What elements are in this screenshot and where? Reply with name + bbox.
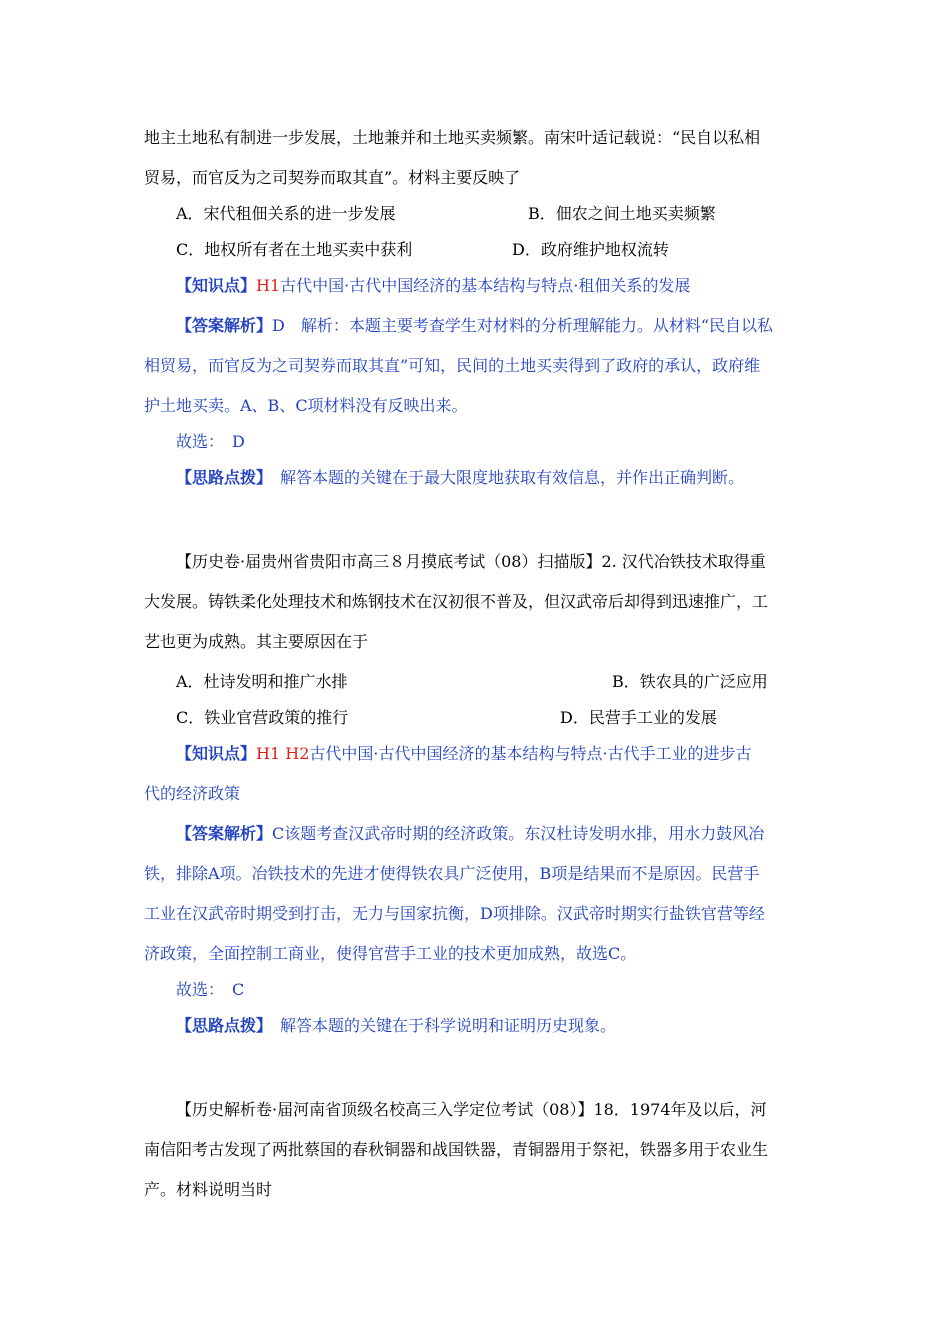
q2-analysis-line-1 (176, 824, 764, 844)
q2-analysis-line-2: 铁，排除A项。冶铁技术的先进才使得铁农具广泛使用，B项是结果而不是原因。民营手 (144, 864, 760, 883)
tip-tag: 【思路点拨】 (176, 468, 265, 487)
q1-tip (176, 468, 744, 488)
q3-stem-line-2: 南信阳考古发现了两批蔡国的春秋铜器和战国铁器，青铜器用于祭祀，铁器多用于农业生 (144, 1140, 769, 1159)
knowledge-code: H1 (256, 276, 281, 295)
analysis-tag: 【答案解析】 (176, 824, 273, 843)
q1-answer: 故选： D (176, 432, 245, 451)
q1-option-d: D．政府维护地权流转 (512, 240, 669, 259)
q1-knowledge-point (176, 276, 690, 296)
analysis-text: D 解析：本题主要考查学生对材料的分析理解能力。从材料“民自以私 (272, 316, 774, 335)
q2-tip (176, 1016, 616, 1036)
tip-text: 解答本题的关键在于最大限度地获取有效信息，并作出正确判断。 (264, 468, 745, 487)
q2-stem-line-2: 大发展。铸铁柔化处理技术和炼钢技术在汉初很不普及，但汉武帝后却得到迅速推广，工 (144, 592, 769, 611)
q2-option-d: D．民营手工业的发展 (560, 708, 717, 727)
knowledge-text: 古代中国·古代中国经济的基本结构与特点·租佃关系的发展 (280, 276, 691, 295)
q2-answer: 故选： C (176, 980, 245, 999)
q3-stem-line-3: 产。材料说明当时 (144, 1180, 273, 1199)
tip-text: 解答本题的关键在于科学说明和证明历史现象。 (264, 1016, 617, 1035)
q2-analysis-line-3: 工业在汉武帝时期受到打击，无力与国家抗衡，D项排除。汉武帝时期实行盐铁官营等经 (144, 904, 765, 923)
analysis-tag: 【答案解析】 (176, 316, 273, 335)
knowledge-code: H1 H2 (256, 744, 310, 763)
q1-analysis-line-1 (176, 316, 773, 336)
q1-option-a: A．宋代租佃关系的进一步发展 (176, 204, 396, 223)
q1-stem-line-1: 地主土地私有制进一步发展，土地兼并和土地买卖频繁。南宋叶适记载说：“民自以私相 (144, 128, 761, 147)
q2-option-c: C．铁业官营政策的推行 (176, 708, 349, 727)
q2-knowledge-point (176, 744, 752, 764)
q2-analysis-line-4: 济政策，全面控制工商业，使得官营手工业的技术更加成熟，故选C。 (144, 944, 637, 963)
knowledge-text: 古代中国·古代中国经济的基本结构与特点·古代手工业的进步古 (309, 744, 752, 763)
q1-option-c: C．地权所有者在土地买卖中获利 (176, 240, 413, 259)
q1-option-b: B．佃农之间土地买卖频繁 (528, 204, 716, 223)
q2-stem-line-1: 【历史卷·届贵州省贵阳市高三８月摸底考试（08）扫描版】2. 汉代冶铁技术取得重 (176, 552, 766, 571)
analysis-text: C该题考查汉武帝时期的经济政策。东汉杜诗发明水排，用水力鼓风冶 (272, 824, 765, 843)
q3-stem-line-1: 【历史解析卷·届河南省顶级名校高三入学定位考试（08）】18．1974年及以后，河 (176, 1100, 767, 1119)
q2-knowledge-point-cont: 代的经济政策 (144, 784, 241, 803)
q2-option-b: B．铁农具的广泛应用 (612, 672, 768, 691)
q2-option-a: A．杜诗发明和推广水排 (176, 672, 348, 691)
knowledge-tag: 【知识点】 (176, 276, 257, 295)
q1-analysis-line-2: 相贸易，而官反为之司契券而取其直”可知，民间的土地买卖得到了政府的承认，政府维 (144, 356, 761, 375)
q1-analysis-line-3: 护土地买卖。A、B、C项材料没有反映出来。 (144, 396, 468, 415)
knowledge-tag: 【知识点】 (176, 744, 257, 763)
q2-stem-line-3: 艺也更为成熟。其主要原因在于 (144, 632, 369, 651)
q1-stem-line-2: 贸易，而官反为之司契券而取其直”。材料主要反映了 (144, 168, 521, 187)
tip-tag: 【思路点拨】 (176, 1016, 265, 1035)
